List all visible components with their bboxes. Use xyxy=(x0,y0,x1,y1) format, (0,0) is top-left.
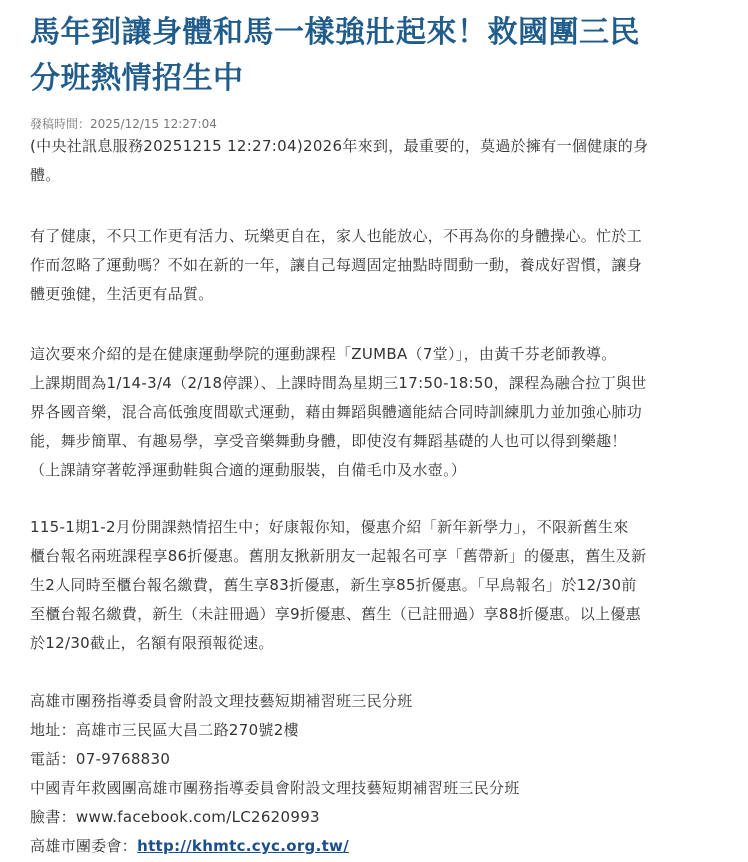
paragraph-line: 櫃台報名兩班課程享86折優惠。舊朋友揪新朋友一起報名可享「舊帶新」的優惠，舊生及新 xyxy=(30,547,647,565)
paragraph-intro xyxy=(30,132,720,190)
paragraph-discount xyxy=(30,513,720,658)
paragraph-health xyxy=(30,222,720,309)
news-article xyxy=(30,0,720,855)
contact-phone: 電話：07-9768830 xyxy=(30,750,171,768)
contact-facebook: 臉書：www.facebook.com/LC2620993 xyxy=(30,808,320,826)
paragraph-line: （上課請穿著乾淨運動鞋與合適的運動服裝，自備毛巾及水壺。） xyxy=(30,461,467,479)
contact-org-full: 中國青年救國團高雄市團務指導委員會附設文理技藝短期補習班三民分班 xyxy=(30,779,520,797)
contact-address: 地址：高雄市三民區大昌二路270號2樓 xyxy=(30,721,299,739)
paragraph-line: 於12/30截止，名額有限預報從速。 xyxy=(30,634,274,652)
committee-label: 高雄市團委會： xyxy=(30,837,138,855)
publish-time: 發稿時間：2025/12/15 12:27:04 xyxy=(30,117,217,131)
paragraph-line: 有了健康，不只工作更有活力、玩樂更自在，家人也能放心，不再為你的身體操心。忙於工 xyxy=(30,227,643,245)
paragraph-course xyxy=(30,340,720,485)
contact-committee xyxy=(30,832,720,861)
paragraph-line: 體。 xyxy=(30,166,61,184)
paragraph-line: 至櫃台報名繳費，新生（未註冊過）享9折優惠、舊生（已註冊過）享88折優惠。以上優惠 xyxy=(30,605,641,623)
contact-org: 高雄市團務指導委員會附設文理技藝短期補習班三民分班 xyxy=(30,692,413,710)
paragraph-line: 115-1期1-2月份開課熱情招生中；好康報你知，優惠介紹「新年新學力」，不限新舊生來 xyxy=(30,518,629,536)
article-title xyxy=(30,10,720,102)
paragraph-line: 生2人同時至櫃台報名繳費，舊生享83折優惠，新生享85折優惠。「早鳥報名」於12/30前 xyxy=(30,576,637,594)
paragraph-line: 作而忽略了運動嗎？不如在新的一年，讓自己每週固定抽點時間動一動，養成好習慣，讓身 xyxy=(30,256,643,274)
paragraph-line: 體更強健，生活更有品質。 xyxy=(30,285,214,303)
title-line-2: 分班熱情招生中 xyxy=(30,61,244,96)
contact-info xyxy=(30,687,720,861)
paragraph-line: (中央社訊息服務20251215 12:27:04)2026年來到，最重要的，莫過於擁有一個健康的身 xyxy=(30,137,649,155)
paragraph-line: 界各國音樂，混合高低強度間歇式運動，藉由舞蹈與體適能結合同時訓練肌力並加強心肺功 xyxy=(30,403,643,421)
paragraph-line: 這次要來介紹的是在健康運動學院的運動課程「ZUMBA（7堂）」，由黃千芬老師教導。 xyxy=(30,345,617,363)
committee-link[interactable]: http://khmtc.cyc.org.tw/ xyxy=(137,837,349,855)
paragraph-line: 上課期間為1/14-3/4（2/18停課）、上課時間為星期三17:50-18:50，課程為融合拉丁與世 xyxy=(30,374,647,392)
title-line-1: 馬年到讓身體和馬一樣強壯起來！救國團三民 xyxy=(30,15,640,50)
paragraph-line: 能，舞步簡單、有趣易學，享受音樂舞動身體，即使沒有舞蹈基礎的人也可以得到樂趣！ xyxy=(30,432,627,450)
